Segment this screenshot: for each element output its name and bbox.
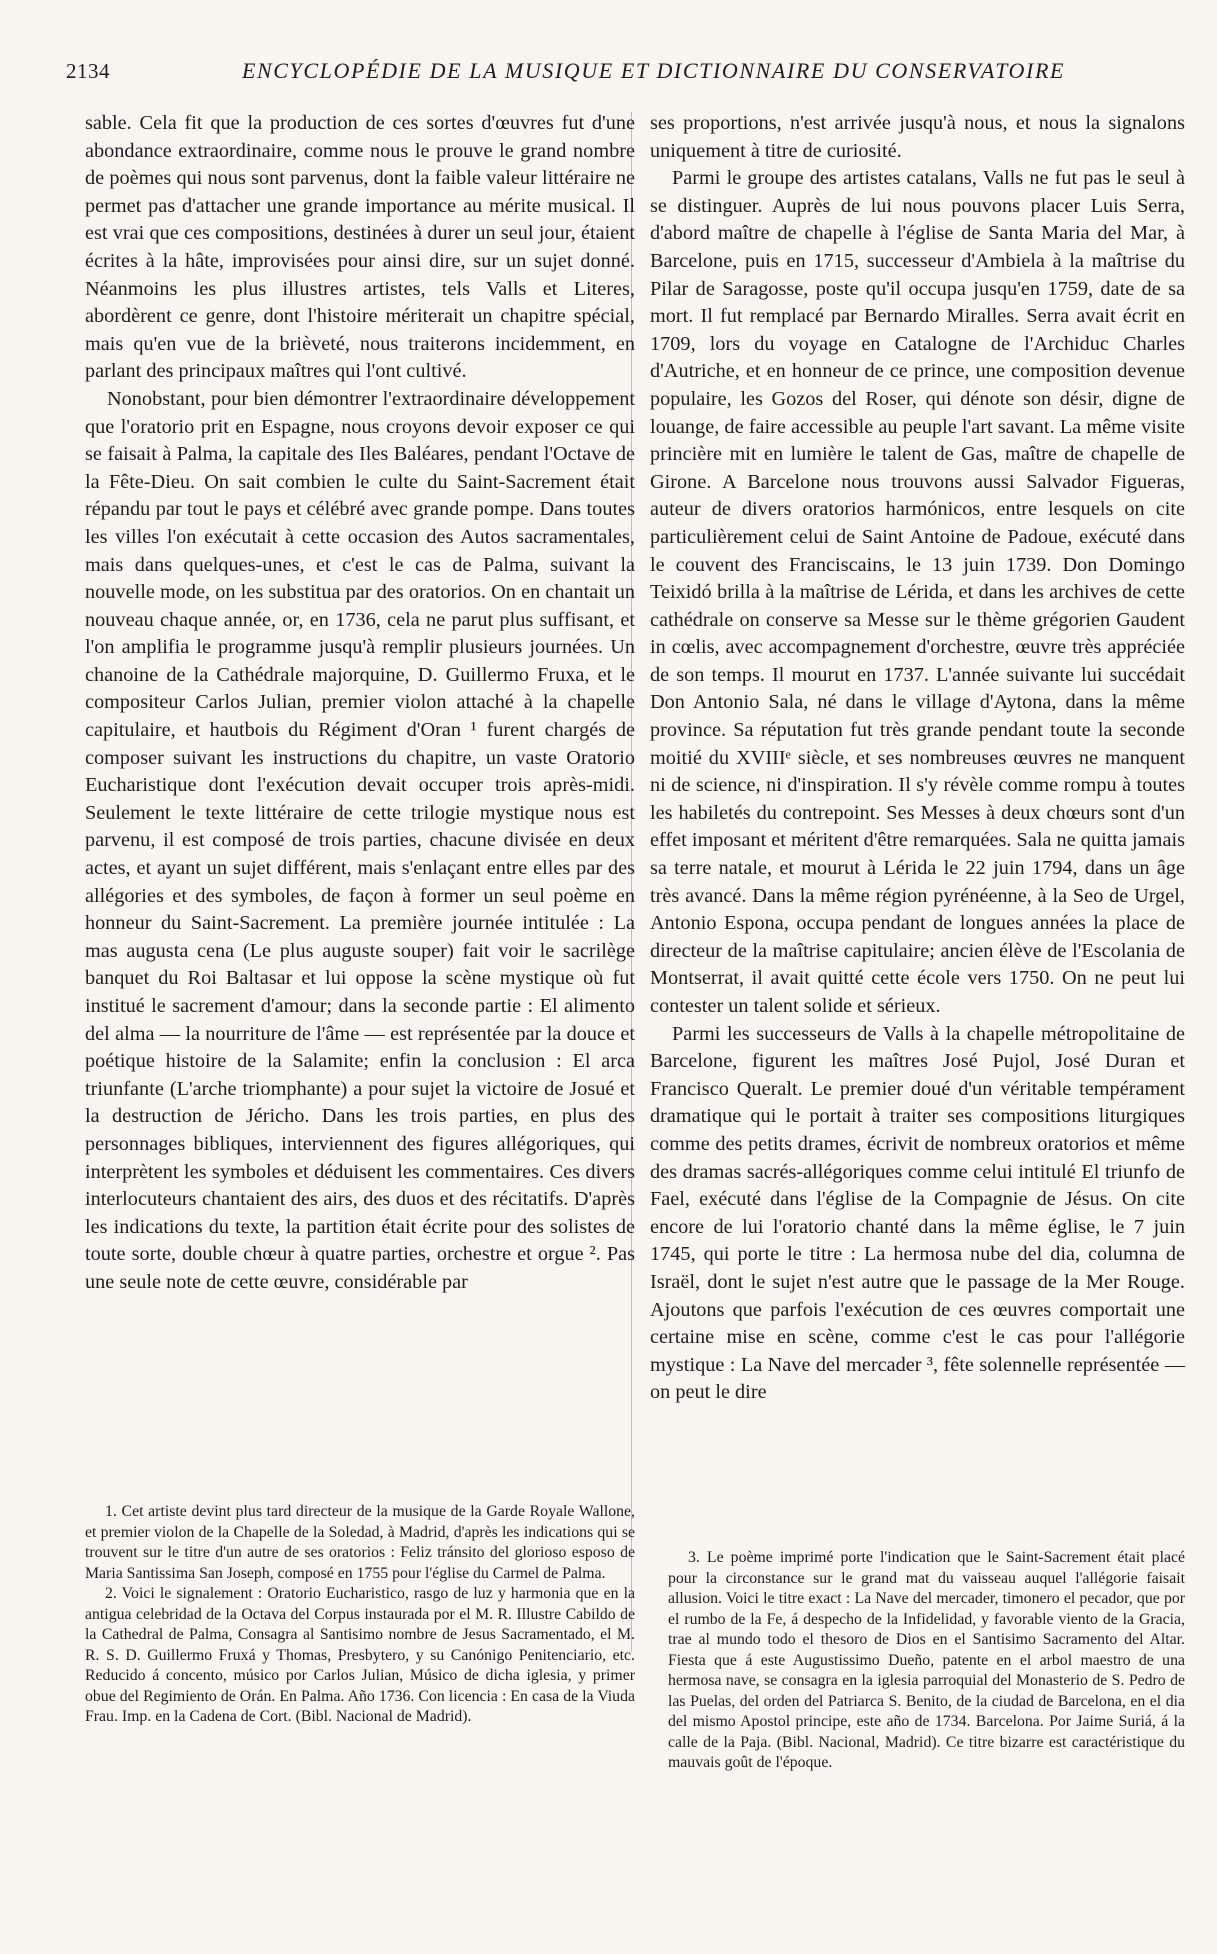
running-title: ENCYCLOPÉDIE DE LA MUSIQUE ET DICTIONNAIRE DU CONSERVATOIRE (241, 58, 1066, 83)
footnotes-right (668, 1548, 1185, 1774)
paragraph: Nonobstant, pour bien démontrer l'extraordinaire développement que l'oratorio prit en Espagne, nous croyons devoir exposer ce qui se faisait à Palma, la capitale des Iles Baléares, pendant l'Octave de la Fête-Dieu. On sait combien le culte du Saint-Sacrement était répandu par tout le pays et célébré avec grande pompe. Dans toutes les villes l'on exécutait à cette occasion des Autos sacramentales, mais dans quelques-unes, et c'est le cas de Palma, suivant la nouvelle mode, on les substitua par des oratorios. On en chantait un nouveau chaque année, or, en 1736, cela ne parut plus suffisant, et l'on amplifia le programme jusqu'à remplir plusieurs journées. Un chanoine de la Cathédrale majorquine, D. Guillermo Fruxa, et le compositeur Carlos Julian, premier violon attaché à la chapelle capitulaire, et hautbois du Régiment d'Oran ¹ furent chargés de composer suivant les instructions du chapitre, un vaste Oratorio Eucharistique dont l'exécution devait occuper trois après-midi. Seulement le texte littéraire de cette trilogie mystique nous est parvenu, il est composé de trois parties, chacune divisée en deux actes, et ayant un sujet différent, mais s'enlaçant entre elles par des allégories et des symboles, de façon à former un seul poème en honneur du Saint-Sacrement. La première journée intitulée : La mas augusta cena (Le plus auguste souper) fait voir le sacrilège banquet du Roi Baltasar et lui oppose la scène mystique où fut institué le sacrement d'amour; dans la seconde partie : El alimento del alma — la nourriture de l'âme — est représentée par la douce et poétique histoire de la Salamite; enfin la conclusion : El arca triunfante (L'arche triomphante) a pour sujet la victoire de Josué et la destruction de Jéricho. Dans les trois parties, en plus des personnages bibliques, interviennent des figures allégoriques, qui interprètent les symboles et déduisent les commentaires. Ces divers interlocuteurs chantaient des airs, des duos et des récitatifs. D'après les indications du texte, la partition était écrite pour des solistes de toute sorte, double chœur à quatre parties, orchestre et orgue ². Pas une seule note de cette œuvre, considérable par (85, 387, 635, 1293)
paragraph: ses proportions, n'est arrivée jusqu'à nous, et nous la signalons uniquement à titre de curiosité. (650, 112, 1185, 162)
paragraph: Parmi le groupe des artistes catalans, Valls ne fut pas le seul à se distinguer. Auprès de lui nous pouvons placer Luis Serra, d'abord maître de chapelle à l'église de Santa Maria del Mar, à Barcelone, puis en 1715, successeur d'Ambiela à la maîtrise du Pilar de Saragosse, poste qu'il occupa jusqu'en 1759, date de sa mort. Il fut remplacé par Bernardo Miralles. Serra avait écrit en 1709, lors du voyage en Catalogne de l'Archiduc Charles d'Autriche, et en honneur de ce prince, une composition devenue populaire, les Gozos del Roser, qui dénote son désir, digne de louange, de faire accessible au peuple l'art savant. La même visite princière mit en lumière le talent de Gas, maître de chapelle de Girone. A Barcelone nous trouvons aussi Salvador Figueras, auteur de divers oratorios harmónicos, entre lesquels on cite particulièrement celui de Saint Antoine de Padoue, exécuté dans le couvent des Franciscains, le 13 juin 1739. Don Domingo Teixidó brilla à la maîtrise de Lérida, et dans les archives de cette cathédrale on conserve sa Messe sur le thème grégorien Gaudent in cœlis, avec accompagnement d'orchestre, œuvre très appréciée de son temps. Il mourut en 1737. L'année suivante lui succédait Don Antonio Sala, né dans le village d'Aytona, dans la même province. Sa réputation fut très grande pendant toute la seconde moitié du XVIIIᵉ siècle, et ses nombreuses œuvres ne manquent ni de science, ni d'inspiration. Il s'y révèle comme rompu à toutes les habiletés du contrepoint. Ses Messes à deux chœurs sont d'un effet imposant et méritent d'être remarquées. Sala ne quitta jamais sa terre natale, et mourut à Lérida le 22 juin 1794, dans un âge très avancé. Dans la même région pyrénéenne, à la Seo de Urgel, Antonio Espona, occupa pendant de longues années la place de directeur de la maîtrise capitulaire; ancien élève de l'Escolania de Montserrat, il avait quitté cette école vers 1750. On ne peut lui contester un talent solide et sérieux. (650, 167, 1185, 1017)
footnotes-left (85, 1502, 635, 1728)
page-header (66, 58, 1171, 92)
right-column (650, 110, 1185, 1407)
paragraph: sable. Cela fit que la production de ces sortes d'œuvres fut d'une abondance extraordinaire, comme nous le prouve le grand nombre de poèmes qui nous sont parvenus, dont la faible valeur littéraire ne permet pas d'attacher une grande importance au mérite musical. Il est vrai que ces compositions, destinées à durer un seul jour, étaient écrites à la hâte, improvisées pour ainsi dire, sur un sujet donné. Néanmoins les plus illustres artistes, tels Valls et Literes, abordèrent ce genre, dont l'histoire mériterait un chapitre spécial, mais qu'en vue de la brièveté, nous traiterons incidemment, en parlant des principaux maîtres qui l'ont cultivé. (85, 112, 635, 383)
footnote: 1. Cet artiste devint plus tard directeur de la musique de la Garde Royale Wallone, et premier violon de la Chapelle de la Soledad, à Madrid, d'après les indications qui se trouvent sur le titre d'un autre de ses oratorios : Feliz tránsito del glorioso esposo de Maria Santissima San Joseph, composé en 1755 pour l'église du Carmel de Palma. (85, 1503, 635, 1582)
page-number: 2134 (66, 59, 110, 83)
footnote: 3. Le poème imprimé porte l'indication que le Saint-Sacrement était placé pour la circonstance sur le grand mat du vaisseau auquel l'allégorie faisait allusion. Voici le titre exact : La Nave del mercader, timonero el pecador, que por el rumbo de la Fe, á despecho de la Infidelidad, y favorable viento de la Gracia, trae al mundo todo el thesoro de Dios en el Santisimo Sacramento del Altar. Fiesta que á este Augustissimo Dueño, patente en el arbol maestro de una hermosa nave, se consagra en la iglesia parroquial del Monasterio de S. Pedro de las Puelas, del orden del Patriarca S. Benito, de la ciudad de Barcelona, en el dia del mismo Apostol principe, este año de 1734. Barcelona. Por Jaime Suriá, á la calle de la Paja. (Bibl. Nacional, Madrid). Ce titre bizarre est caractéristique du mauvais goût de l'époque. (668, 1549, 1185, 1771)
paragraph: Parmi les successeurs de Valls à la chapelle métropolitaine de Barcelone, figurent les maîtres José Pujol, José Duran et Francisco Queralt. Le premier doué d'un véritable tempérament dramatique qui le portait à traiter ses compositions liturgiques comme des petits drames, écrivit de nombreux oratorios et même des dramas sacrés-allégoriques comme celui intitulé El triunfo de Fael, exécuté dans l'église de la Compagnie de Jésus. On cite encore de lui l'oratorio chanté dans la même église, le 7 juin 1745, qui porte le titre : La hermosa nube del dia, columna de Israël, dont le sujet n'est autre que le passage de la Mer Rouge. Ajoutons que parfois l'exécution de ces œuvres comportait une certaine mise en scène, comme c'est le cas pour l'allégorie mystique : La Nave del mercader ³, fête solennelle représentée — on peut le dire (650, 1022, 1185, 1404)
footnote: 2. Voici le signalement : Oratorio Eucharistico, rasgo de luz y harmonia que en la antigua celebridad de la Octava del Corpus instaurada por el M. R. Illustre Cabildo de la Cathedral de Palma, Consagra al Santisimo nombre de Jesus Sacramentado, el M. R. S. D. Guillermo Fruxá y Thomas, Presbytero, y su Canónigo Penitenciario, etc. Reducido á concento, músico por Carlos Julian, Músico de dicha iglesia, y primer obue del Regimiento de Orán. En Palma. Año 1736. Con licencia : En casa de la Viuda Frau. Imp. en la Cadena de Cort. (Bibl. Nacional de Madrid). (85, 1585, 635, 1725)
left-column (85, 110, 635, 1297)
